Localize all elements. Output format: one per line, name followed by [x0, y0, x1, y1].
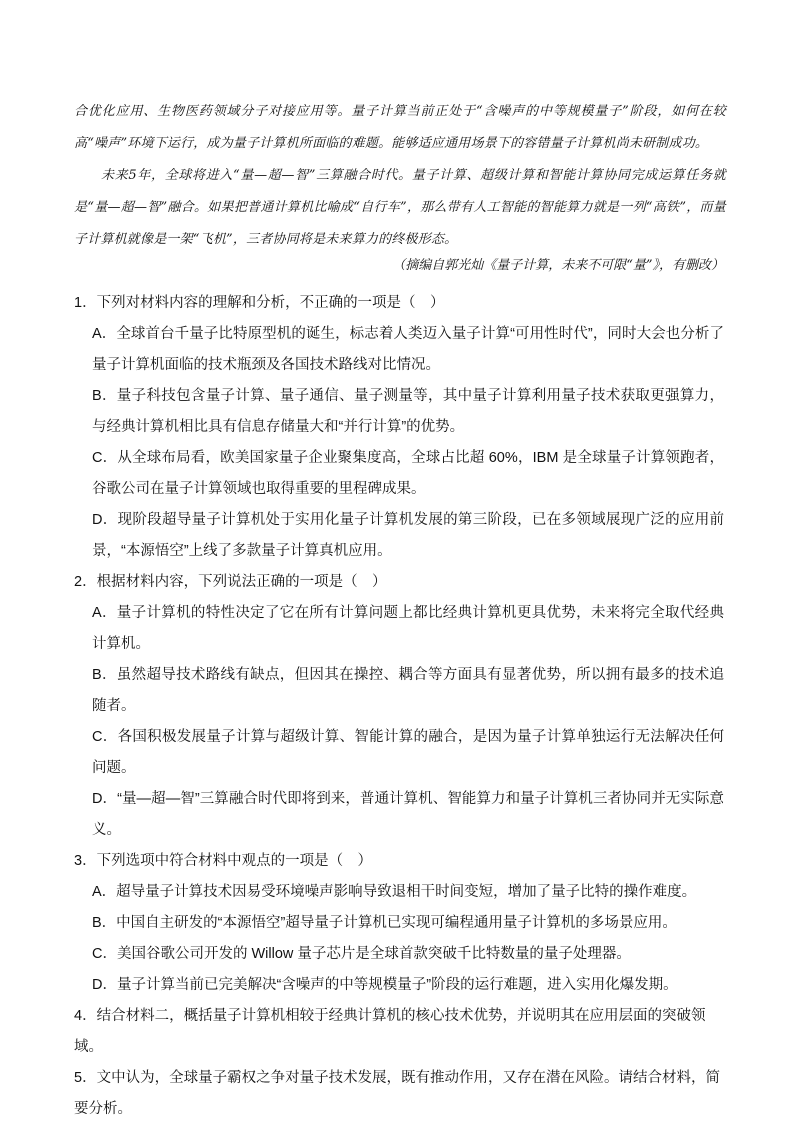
- material-paragraph-1: 合优化应用、生物医药领域分子对接应用等。量子计算当前正处于“含噪声的中等规模量子”阶段，如何在较高“噪声”环境下运行，成为量子计算机所面临的难题。能够适应通用场景下的容错量子计算机尚未研制成功。: [74, 104, 726, 151]
- question-1-option-d: D．现阶段超导量子计算机处于实用化量子计算机发展的第三阶段，已在多领域展现广泛的应用前景，“本源悟空”上线了多款量子计算真机应用。: [92, 512, 724, 559]
- reading-material: [74, 96, 726, 256]
- question-1-option-c: C．从全球布局看，欧美国家量子企业聚集度高，全球占比超 60%，IBM 是全球量子计算领跑者，谷歌公司在量子计算领域也取得重要的里程碑成果。: [92, 450, 724, 497]
- question-3: [74, 846, 724, 1001]
- question-1-option-b: B．量子科技包含量子计算、量子通信、量子测量等，其中量子计算利用量子技术获取更强算力，与经典计算机相比具有信息存储量大和“并行计算”的优势。: [92, 388, 724, 435]
- question-3-option-d: D．量子计算当前已完美解决“含噪声的中等规模量子”阶段的运行难题，进入实用化爆发期。: [92, 977, 678, 993]
- question-4-stem: 4．结合材料二，概括量子计算机相较于经典计算机的核心技术优势，并说明其在应用层面的突破领域。: [74, 1008, 706, 1055]
- material-paragraph-2: 未来5年，全球将进入“量—超—智”三算融合时代。量子计算、超级计算和智能计算协同完成运算任务就是“量—超—智”融合。如果把普通计算机比喻成“自行车”，那么带有人工智能的智能算力就是一列“高铁”，而量子计算机就像是一架“飞机”，三者协同将是未来算力的终极形态。: [74, 168, 726, 247]
- question-2-option-c: C．各国积极发展量子计算与超级计算、智能计算的融合，是因为量子计算单独运行无法解决任何问题。: [92, 729, 724, 776]
- question-3-option-a: A．超导量子计算技术因易受环境噪声影响导致退相干时间变短，增加了量子比特的操作难度。: [92, 884, 697, 900]
- question-2-stem: 2．根据材料内容，下列说法正确的一项是（ ）: [74, 574, 387, 590]
- question-5: [74, 1063, 724, 1125]
- question-list: [74, 288, 724, 1125]
- question-3-stem: 3．下列选项中符合材料中观点的一项是（ ）: [74, 853, 373, 869]
- question-1-stem: 1．下列对材料内容的理解和分析，不正确的一项是（ ）: [74, 295, 445, 311]
- question-2: [74, 567, 724, 846]
- question-5-stem: 5．文中认为，全球量子霸权之争对量子技术发展，既有推动作用，又存在潜在风险。请结合材料，简要分析。: [74, 1070, 721, 1117]
- question-4: [74, 1001, 724, 1063]
- question-2-option-a: A．量子计算机的特性决定了它在所有计算问题上都比经典计算机更具优势，未来将完全取代经典计算机。: [92, 605, 724, 652]
- question-3-option-c: C．美国谷歌公司开发的 Willow 量子芯片是全球首款突破千比特数量的量子处理器。: [92, 946, 631, 962]
- question-2-option-b: B．虽然超导技术路线有缺点，但因其在操控、耦合等方面具有显著优势，所以拥有最多的技术追随者。: [92, 667, 724, 714]
- question-2-option-d: D．“量—超—智”三算融合时代即将到来，普通计算机、智能算力和量子计算机三者协同并无实际意义。: [92, 791, 724, 838]
- question-1-option-a: A．全球首台千量子比特原型机的诞生，标志着人类迈入量子计算“可用性时代”，同时大会也分析了量子计算机面临的技术瓶颈及各国技术路线对比情况。: [92, 326, 724, 373]
- question-1: [74, 288, 724, 567]
- material-source-citation: （摘编自郭光灿《量子计算，未来不可限“量”》，有删改）: [392, 258, 724, 273]
- question-3-option-b: B．中国自主研发的“本源悟空”超导量子计算机已实现可编程通用量子计算机的多场景应用。: [92, 915, 677, 931]
